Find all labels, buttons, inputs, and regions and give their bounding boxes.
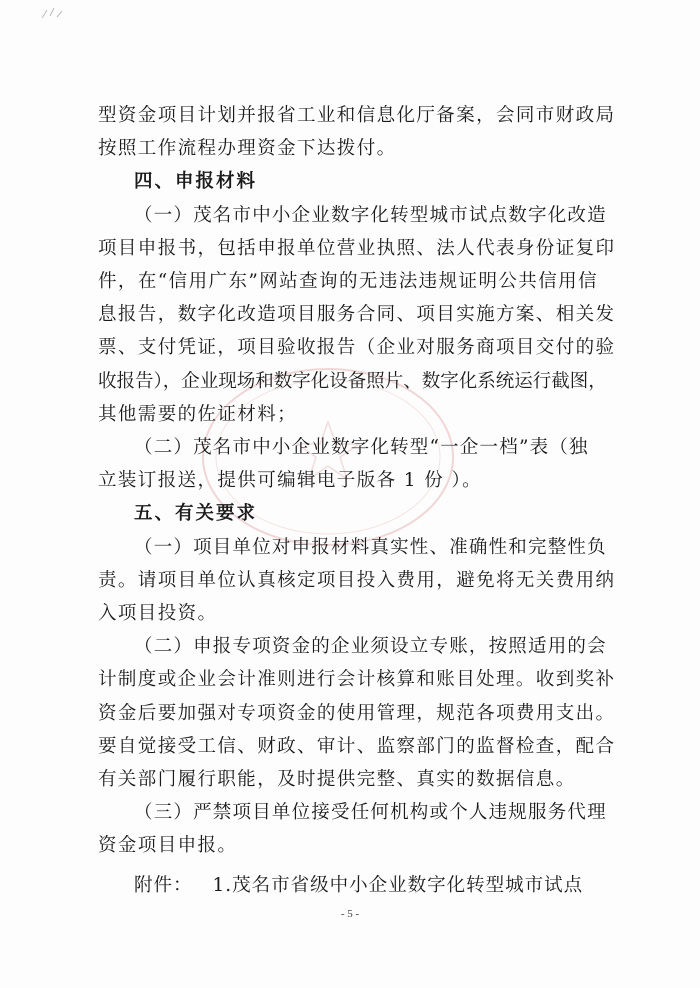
- scan-artifact-mark: [38, 4, 68, 22]
- body-line-5: 项目申报书，包括申报单位营业执照、法人代表身份证复印: [98, 237, 616, 259]
- body-line-17: （二）申报专项资金的企业须设立专账，按照适用的会: [134, 636, 607, 658]
- body-line-11: （二）茂名市中小企业数字化转型“一企一档”表（独: [134, 437, 589, 458]
- body-line-6: 件，在“信用广东”网站查询的无违法违规证明公共信用信: [98, 271, 598, 292]
- section-heading-5: 五、有关要求: [134, 503, 258, 525]
- body-line-7: 息报告，数字化改造项目服务合同、项目实施方案、相关发: [98, 304, 616, 326]
- section-heading-4: 四、申报材料: [134, 171, 258, 193]
- body-line-9: 收报告），企业现场和数字化设备照片、数字化系统运行截图，: [98, 370, 607, 392]
- body-line-22: （三）严禁项目单位接受任何机构或个人违规服务代理: [134, 802, 607, 824]
- body-line-10: 其他需要的佐证材料；: [98, 403, 298, 425]
- body-line-15: 责。请项目单位认真核定项目投入费用，避免将无关费用纳: [98, 569, 616, 591]
- body-line-4: （一）茂名市中小企业数字化转型城市试点数字化改造: [134, 204, 607, 226]
- attachment-text: 1.茂名市省级中小企业数字化转型城市试点: [212, 874, 584, 896]
- body-line-2: 按照工作流程办理资金下达拨付。: [98, 138, 397, 160]
- body-line-23: 资金项目申报。: [98, 835, 238, 857]
- body-line-1: 型资金项目计划并报省工业和信息化厅备案，会同市财政局: [98, 105, 616, 126]
- body-line-12: 立装订报送，提供可编辑电子版各 1 份 ）。: [98, 470, 482, 492]
- body-line-16: 入项目投资。: [98, 603, 218, 624]
- page-number: - 5 -: [340, 907, 360, 920]
- body-line-20: 要自觉接受工信、财政、审计、监察部门的监督检查，配合: [98, 735, 616, 757]
- body-line-14: （一）项目单位对申报材料真实性、准确性和完整性负: [134, 536, 607, 558]
- body-line-21: 有关部门履行职能，及时提供完整、真实的数据信息。: [98, 769, 576, 790]
- attachment-label: 附件：: [134, 874, 193, 896]
- body-line-19: 资金后要加强对专项资金的使用管理，规范各项费用支出。: [98, 702, 616, 724]
- attachment-line: [134, 874, 583, 898]
- body-line-18: 计制度或企业会计准则进行会计核算和账目处理。收到奖补: [98, 669, 616, 691]
- body-line-8: 票、支付凭证，项目验收报告（企业对服务商项目交付的验: [98, 337, 616, 359]
